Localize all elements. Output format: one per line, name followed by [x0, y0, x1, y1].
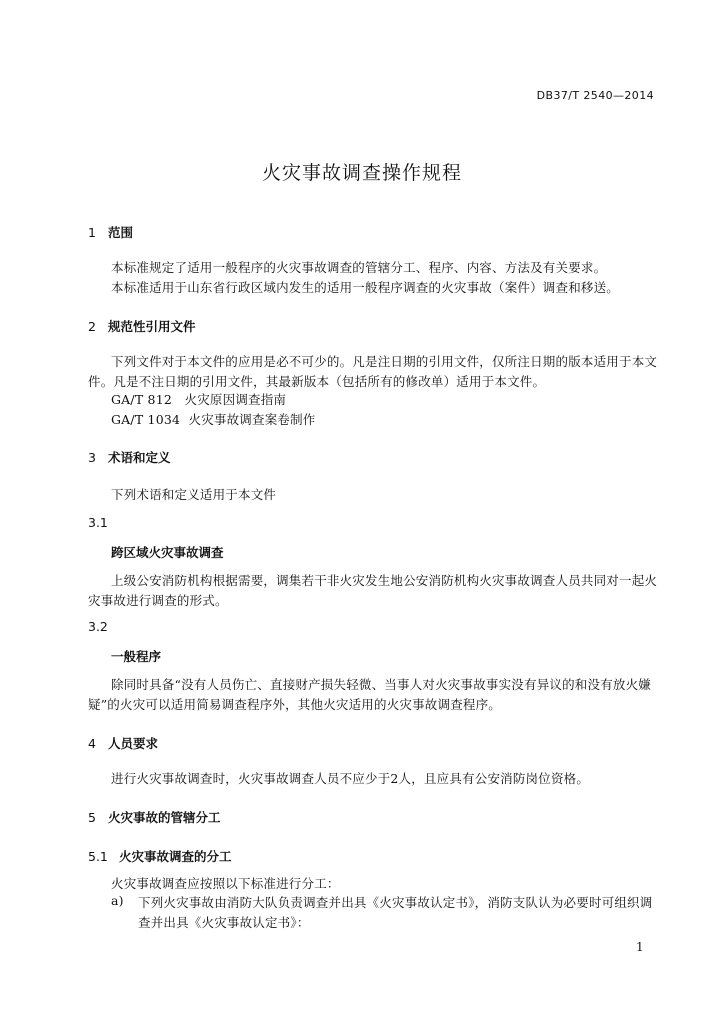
section-title: 火灾事故的管辖分工	[108, 810, 221, 825]
section-number: 3	[88, 450, 96, 465]
definition-line: 灾事故进行调查的形式。	[88, 593, 228, 608]
definition-line: 除同时具备“没有人员伤亡、直接财产损失轻微、当事人对火灾事故事实没有异议的和没有放火嫌	[111, 677, 651, 692]
list-item-label: a)	[111, 893, 124, 908]
paragraph: 本标准规定了适用一般程序的火灾事故调查的管辖分工、程序、内容、方法及有关要求。	[111, 260, 607, 275]
section-number: 2	[88, 319, 96, 334]
reference-item: GA/T 812 火灾原因调查指南	[111, 392, 287, 407]
section-title: 范围	[108, 225, 134, 240]
section-number: 5	[88, 810, 96, 825]
page-title: 火灾事故调查操作规程	[261, 162, 462, 184]
list-item-line: 查并出具《火灾事故认定书》：	[138, 915, 310, 930]
subsection-heading-5-1	[88, 847, 232, 865]
term-number: 3.1	[88, 515, 108, 530]
section-title: 规范性引用文件	[108, 319, 196, 334]
definition-line: 疑”的火灾可以适用简易调查程序外，其他火灾适用的火灾事故调查程序。	[88, 697, 501, 712]
section-number: 4	[88, 736, 96, 751]
term-title: 跨区域火灾事故调查	[111, 545, 224, 560]
section-title: 术语和定义	[108, 450, 171, 465]
section-title: 人员要求	[108, 736, 159, 751]
section-heading-2	[88, 317, 196, 335]
paragraph: 本标准适用于山东省行政区域内发生的适用一般程序调查的火灾事故（案件）调查和移送。	[111, 280, 620, 295]
section-number: 1	[88, 225, 96, 240]
section-heading-3	[88, 448, 171, 466]
subsection-number: 5.1	[88, 849, 108, 864]
paragraph-line: 件。凡是不注日期的引用文件，其最新版本（包括所有的修改单）适用于本文件。	[88, 374, 546, 389]
subsection-title: 火灾事故调查的分工	[119, 849, 232, 864]
paragraph: 进行火灾事故调查时，火灾事故调查人员不应少于2人，且应具有公安消防岗位资格。	[111, 771, 590, 786]
reference-item: GA/T 1034 火灾事故调查案卷制作	[111, 412, 316, 427]
document-number: DB37/T 2540—2014	[536, 89, 654, 102]
paragraph-line: 下列文件对于本文件的应用是必不可少的。凡是注日期的引用文件，仅所注日期的版本适用于本文	[111, 354, 658, 369]
section-heading-1	[88, 223, 133, 241]
definition-line: 上级公安消防机构根据需要，调集若干非火灾发生地公安消防机构火灾事故调查人员共同对一起火	[111, 573, 658, 588]
term-number: 3.2	[88, 619, 108, 634]
section-heading-4	[88, 734, 158, 752]
paragraph: 火灾事故调查应按照以下标准进行分工：	[111, 876, 340, 891]
section-heading-5	[88, 808, 221, 826]
page-number: 1	[636, 940, 644, 954]
list-item-line: 下列火灾事故由消防大队负责调查并出具《火灾事故认定书》，消防支队认为必要时可组织调	[138, 895, 653, 910]
term-title: 一般程序	[111, 649, 162, 664]
paragraph: 下列术语和定义适用于本文件	[111, 487, 277, 502]
